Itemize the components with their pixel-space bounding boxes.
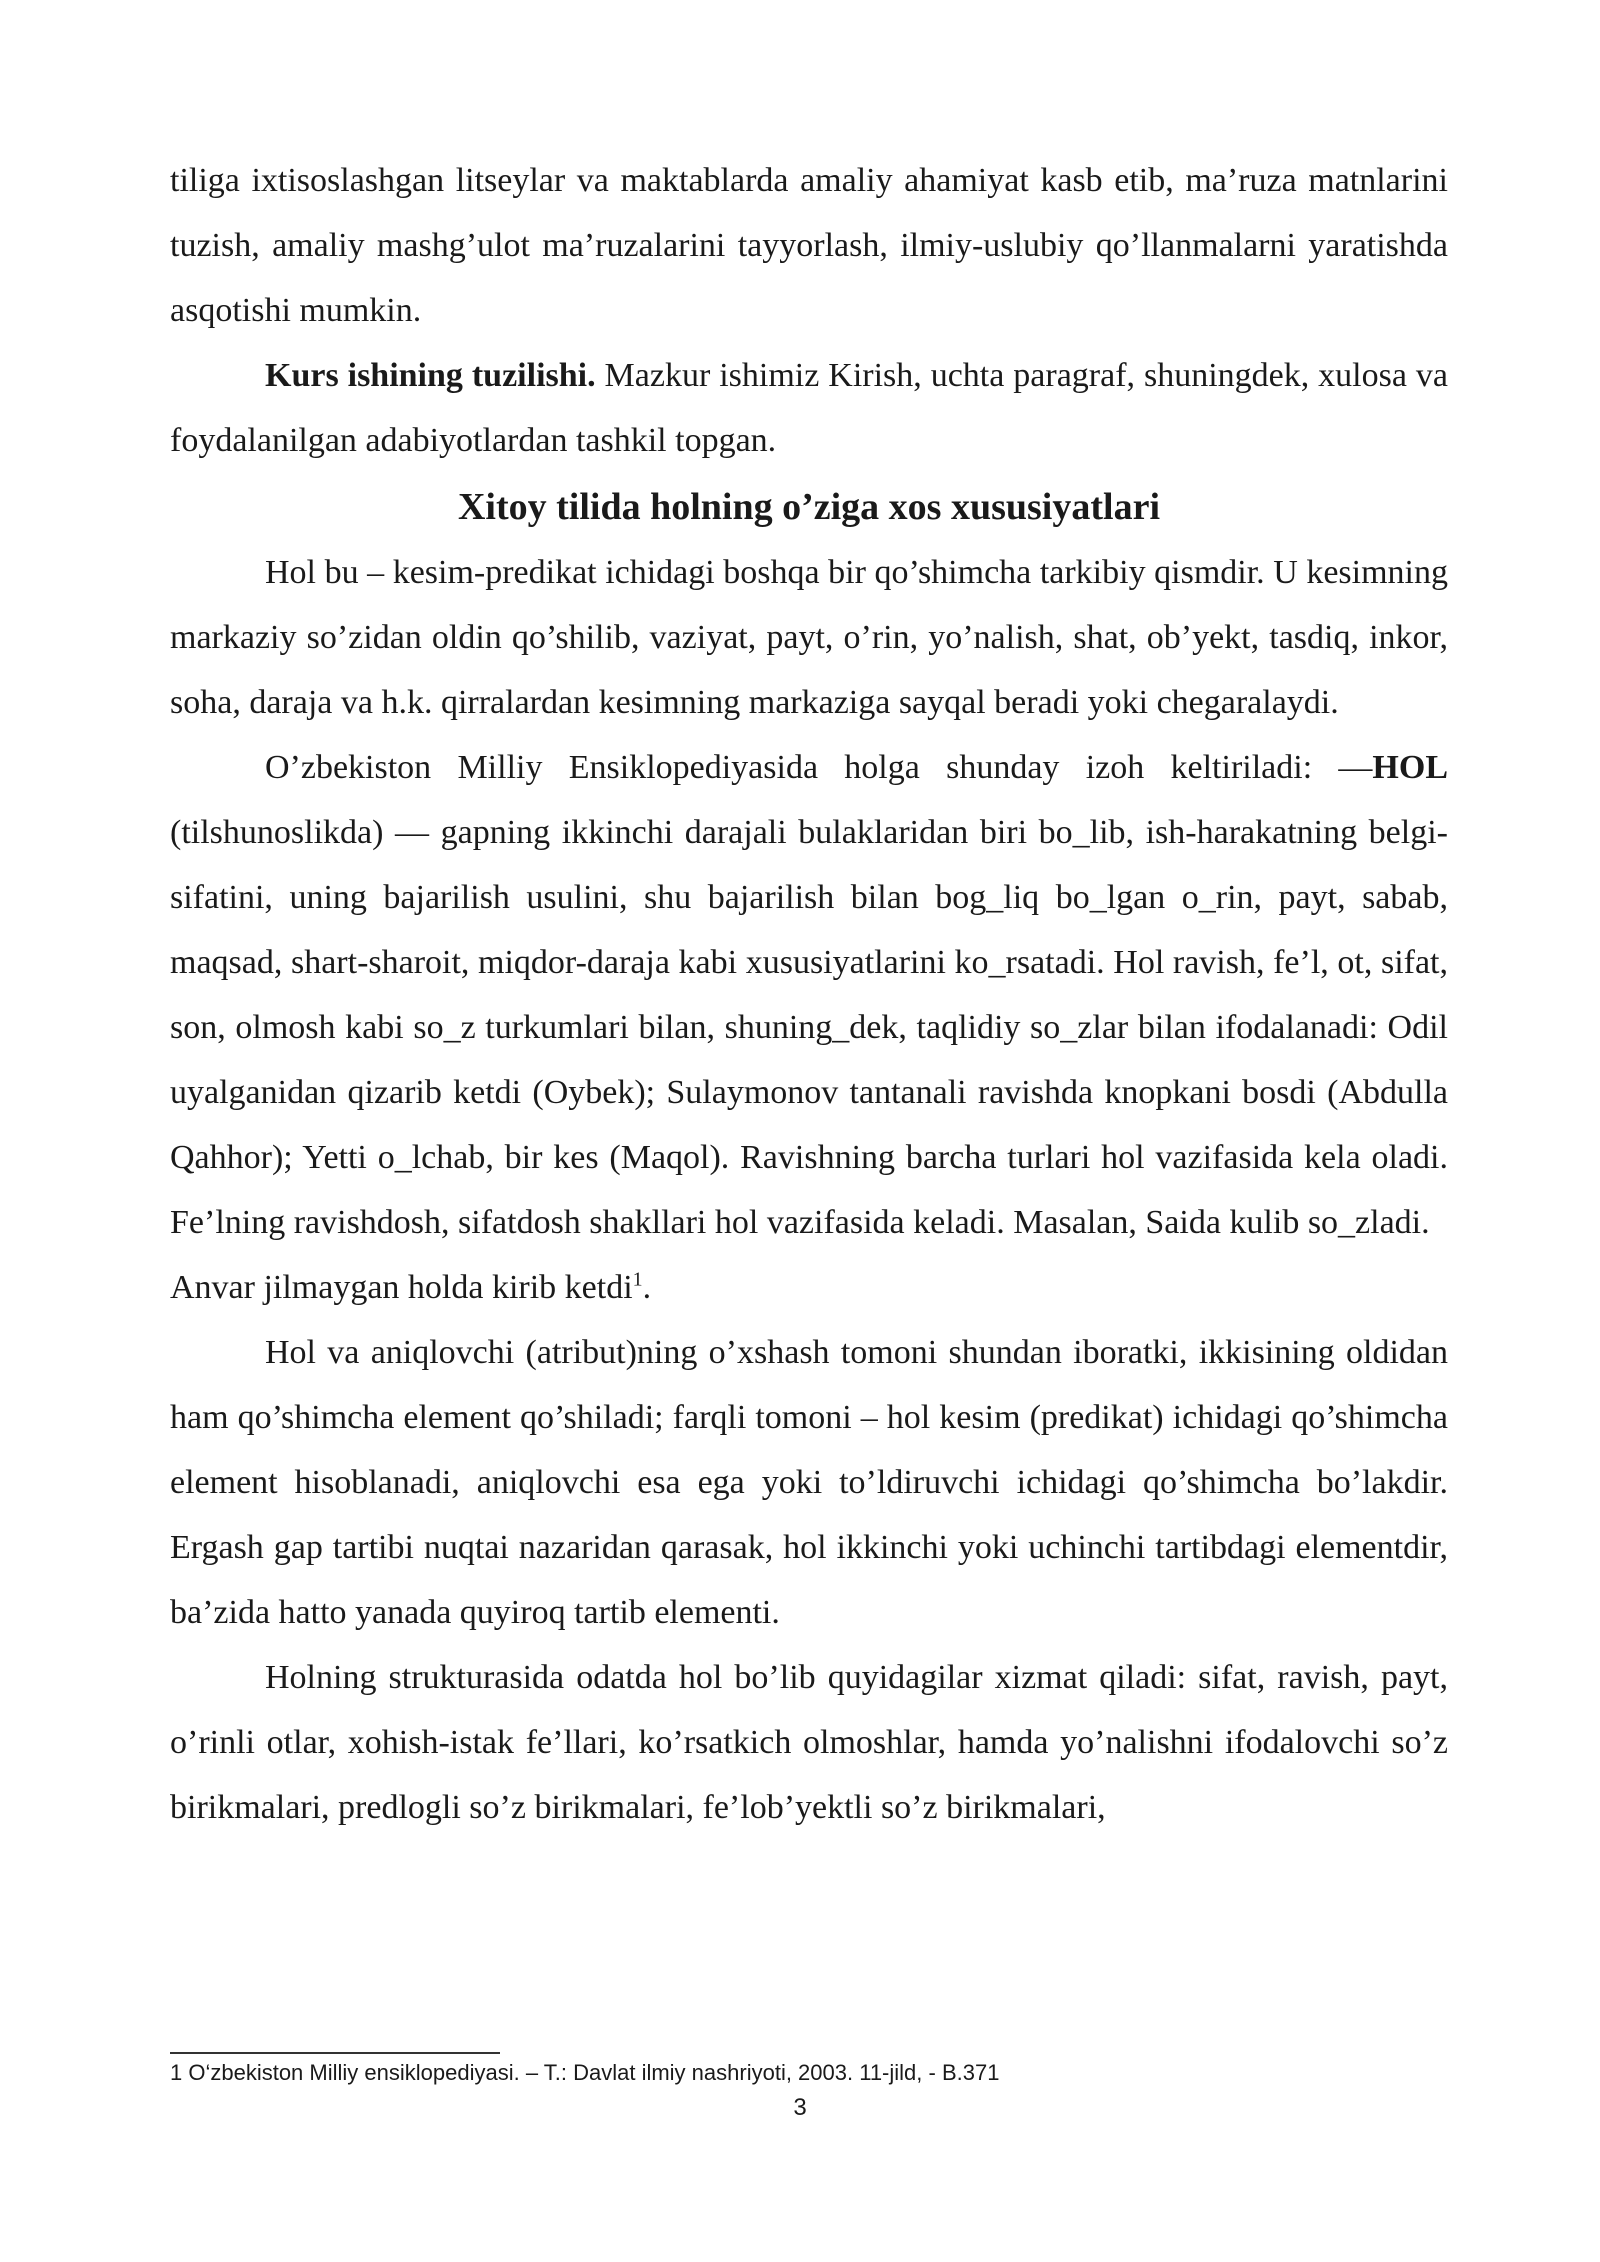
footnote-separator bbox=[170, 2052, 500, 2054]
paragraph-structure-of-hol: Holning strukturasida odatda hol bo’lib quyidagilar xizmat qiladi: sifat, ravish, payt, o’rinli otlar, xohish-istak fe’llari, ko’rsatkich olmoshlar, hamda yo’nalishni ifodalovchi so’z birikmalari, predlogli so’z birikmalari, fe’lob’yektli so’z birikmalari, bbox=[170, 1659, 1448, 1826]
example-text: Anvar jilmaygan holda kirib ketdi bbox=[170, 1269, 633, 1306]
hol-term: HOL bbox=[1372, 749, 1448, 786]
page-body bbox=[170, 148, 1448, 1840]
structure-text: Mazkur ishimiz Kirish, uchta paragraf, shuningdek, xulosa va foydalanilgan adabiyotlardan tashkil topgan. bbox=[170, 357, 1448, 459]
encyclopedia-text: (tilshunoslikda) — gapning ikkinchi darajali bulaklaridan biri bo_lib, ish-harakatning belgi-sifatini, uning bajarilish usulini, shu bajarilish bilan bog_liq bo_lgan o_rin, payt, sabab, maqsad, shart-sharoit, miqdor-daraja kabi xususiyatlarini ko_rsatadi. Hol ravish, fe’l, ot, sifat, son, olmosh kabi so_z turkumlari bilan, shuning_dek, taqlidiy so_zlar bilan ifodalanadi: Odil uyalganidan qizarib ketdi (Oybek); Sulaymonov tantanali ravishda knopkani bosdi (Abdulla Qahhor); Yetti o_lchab, bir kes (Maqol). Ravishning barcha turlari hol vazifasida kela oladi. Fe’lning ravishdosh, sifatdosh shakllari hol vazifasida keladi. Masalan, Saida kulib so_zladi. bbox=[170, 814, 1448, 1241]
page-number: 3 bbox=[793, 2094, 807, 2121]
section-heading: Xitoy tilida holning o’ziga xos xususiyatlari bbox=[457, 486, 1161, 528]
paragraph-intro-continuation: tiliga ixtisoslashgan litseylar va maktablarda amaliy ahamiyat kasb etib, ma’ruza matnlarini tuzish, amaliy mashg’ulot ma’ruzalarini tayyorlash, ilmiy-uslubiy qo’llanmalarni yaratishda asqotishi mumkin. bbox=[170, 162, 1448, 329]
footnote-marker: 1 bbox=[632, 1268, 643, 1291]
paragraph-definition: Hol bu – kesim-predikat ichidagi boshqa bir qo’shimcha tarkibiy qismdir. U kesimning markaziy so’zidan oldin qo’shilib, vaziyat, payt, o’rin, yo’nalish, shat, ob’yekt, tasdiq, inkor, soha, daraja va h.k. qirralardan kesimning markaziga sayqal beradi yoki chegaralaydi. bbox=[170, 554, 1448, 721]
paragraph-example bbox=[170, 1255, 1448, 1320]
paragraph-encyclopedia bbox=[170, 735, 1448, 1255]
example-end: . bbox=[642, 1269, 652, 1306]
paragraph-comparison: Hol va aniqlovchi (atribut)ning o’xshash tomoni shundan iboratki, ikkisining oldidan ham qo’shimcha element qo’shiladi; farqli tomoni – hol kesim (predikat) ichidagi qo’shimcha element hisoblanadi, aniqlovchi esa ega yoki to’ldiruvchi ichidagi qo’shimcha bo’lakdir. Ergash gap tartibi nuqtai nazaridan qarasak, hol ikkinchi yoki uchinchi tartibdagi elementdir, ba’zida hatto yanada quyiroq tartib elementi. bbox=[170, 1334, 1448, 1631]
footnote: 1 O‘zbekiston Milliy ensiklopediyasi. – T.: Davlat ilmiy nashriyoti, 2003. 11-jild, - B.371 bbox=[170, 2060, 1000, 2085]
structure-label: Kurs ishining tuzilishi. bbox=[265, 357, 596, 394]
paragraph-structure bbox=[170, 343, 1448, 473]
encyclopedia-intro: O’zbekiston Milliy Ensiklopediyasida holga shunday izoh keltiriladi: — bbox=[265, 749, 1373, 786]
